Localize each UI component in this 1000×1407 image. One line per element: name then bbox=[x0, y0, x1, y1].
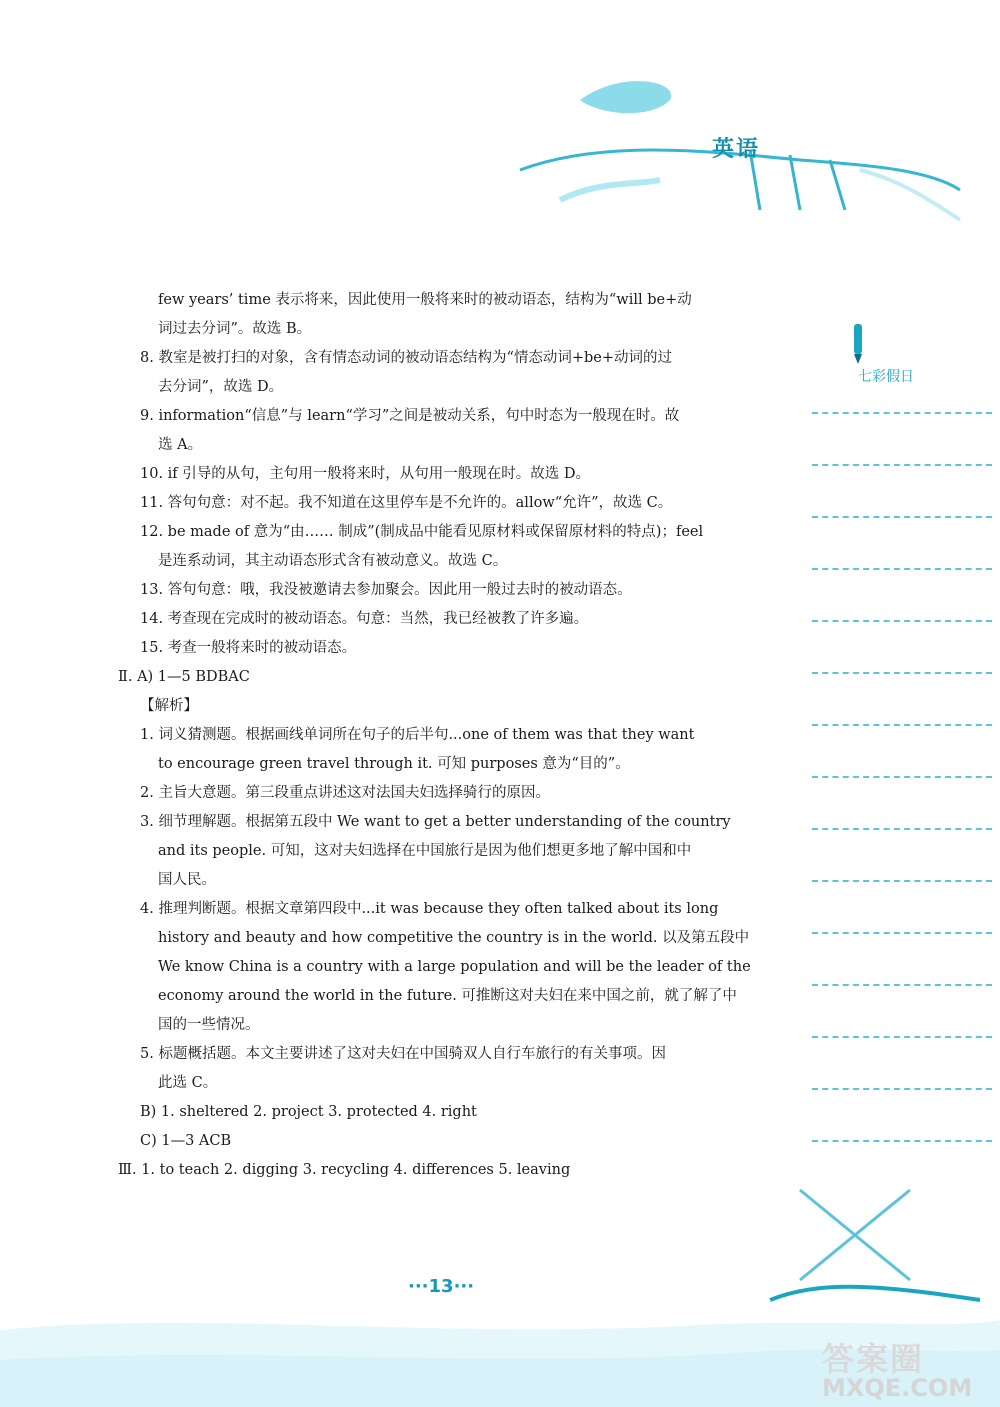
note-line bbox=[812, 464, 992, 466]
text-line: 13. 答句句意：哦，我没被邀请去参加聚会。因此用一般过去时的被动语态。 bbox=[140, 582, 632, 598]
analysis-heading: 【解析】 bbox=[140, 698, 198, 714]
note-line bbox=[812, 880, 992, 882]
text-line: to encourage green travel through it. 可知 purposes 意为“目的”。 bbox=[158, 756, 630, 772]
text-line: 1. 词义猜测题。根据画线单词所在句子的后半句...one of them was that they want bbox=[140, 727, 695, 743]
watermark-text: 答案圈 bbox=[822, 1340, 925, 1378]
text-line: 8. 教室是被打扫的对象，含有情态动词的被动语态结构为“情态动词+be+动词的过 bbox=[140, 350, 673, 366]
text-line: and its people. 可知，这对夫妇选择在中国旅行是因为他们想更多地了解中国和中 bbox=[158, 843, 692, 859]
note-line bbox=[812, 1036, 992, 1038]
note-line bbox=[812, 776, 992, 778]
text-line: C) 1—3 ACB bbox=[140, 1133, 232, 1149]
text-line: 2. 主旨大意题。第三段重点讲述这对法国夫妇选择骑行的原因。 bbox=[140, 785, 550, 801]
text-line: 3. 细节理解题。根据第五段中 We want to get a better understanding of the country bbox=[140, 814, 731, 830]
text-line: 15. 考查一般将来时的被动语态。 bbox=[140, 640, 357, 656]
section-heading: Ⅲ. 1. to teach 2. digging 3. recycling 4. differences 5. leaving bbox=[118, 1162, 571, 1178]
text-line: 12. be made of 意为“由…… 制成”(制成品中能看见原材料或保留原材料的特点)；feel bbox=[140, 524, 704, 540]
text-line: 10. if 引导的从句，主句用一般将来时，从句用一般现在时。故选 D。 bbox=[140, 466, 591, 482]
side-label: 七彩假日 bbox=[858, 369, 914, 385]
text-line: 14. 考查现在完成时的被动语态。句意：当然，我已经被教了许多遍。 bbox=[140, 611, 589, 627]
note-line bbox=[812, 412, 992, 414]
text-line: 去分词”，故选 D。 bbox=[158, 379, 284, 395]
watermark-url: MXQE.COM bbox=[822, 1374, 973, 1402]
note-line bbox=[812, 828, 992, 830]
note-line bbox=[812, 1088, 992, 1090]
text-line: 国人民。 bbox=[158, 872, 216, 888]
text-line: 选 A。 bbox=[158, 437, 203, 453]
note-line bbox=[812, 724, 992, 726]
text-line: 11. 答句句意：对不起。我不知道在这里停车是不允许的。allow“允许”，故选 C。 bbox=[140, 495, 673, 511]
note-line bbox=[812, 932, 992, 934]
section-heading: Ⅱ. A) 1—5 BDBAC bbox=[118, 669, 250, 685]
text-line: economy around the world in the future. 可推断这对夫妇在来中国之前，就了解了中 bbox=[158, 988, 737, 1004]
text-line: 是连系动词，其主动语态形式含有被动意义。故选 C。 bbox=[158, 553, 508, 569]
note-line bbox=[812, 516, 992, 518]
note-line bbox=[812, 1140, 992, 1142]
note-line bbox=[812, 620, 992, 622]
note-line bbox=[812, 672, 992, 674]
text-line: 国的一些情况。 bbox=[158, 1017, 260, 1033]
page-number: ···13··· bbox=[408, 1276, 475, 1297]
text-line: 词过去分词”。故选 B。 bbox=[158, 321, 312, 337]
header-title: 英语 bbox=[712, 137, 761, 162]
text-line: 此选 C。 bbox=[158, 1075, 218, 1091]
text-line: 5. 标题概括题。本文主要讲述了这对夫妇在中国骑双人自行车旅行的有关事项。因 bbox=[140, 1046, 666, 1062]
text-line: We know China is a country with a large population and will be the leader of the bbox=[158, 959, 751, 975]
text-line: history and beauty and how competitive the country is in the world. 以及第五段中 bbox=[158, 930, 750, 946]
text-line: 9. information“信息”与 learn“学习”之间是被动关系，句中时态为一般现在时。故 bbox=[140, 408, 680, 424]
note-line bbox=[812, 984, 992, 986]
text-line: 4. 推理判断题。根据文章第四段中...it was because they often talked about its long bbox=[140, 901, 719, 917]
text-line: few years’ time 表示将来，因此使用一般将来时的被动语态，结构为“will be+动 bbox=[158, 292, 692, 308]
pen-icon bbox=[846, 322, 870, 366]
text-line: B) 1. sheltered 2. project 3. protected 4. right bbox=[140, 1104, 477, 1120]
note-line bbox=[812, 568, 992, 570]
